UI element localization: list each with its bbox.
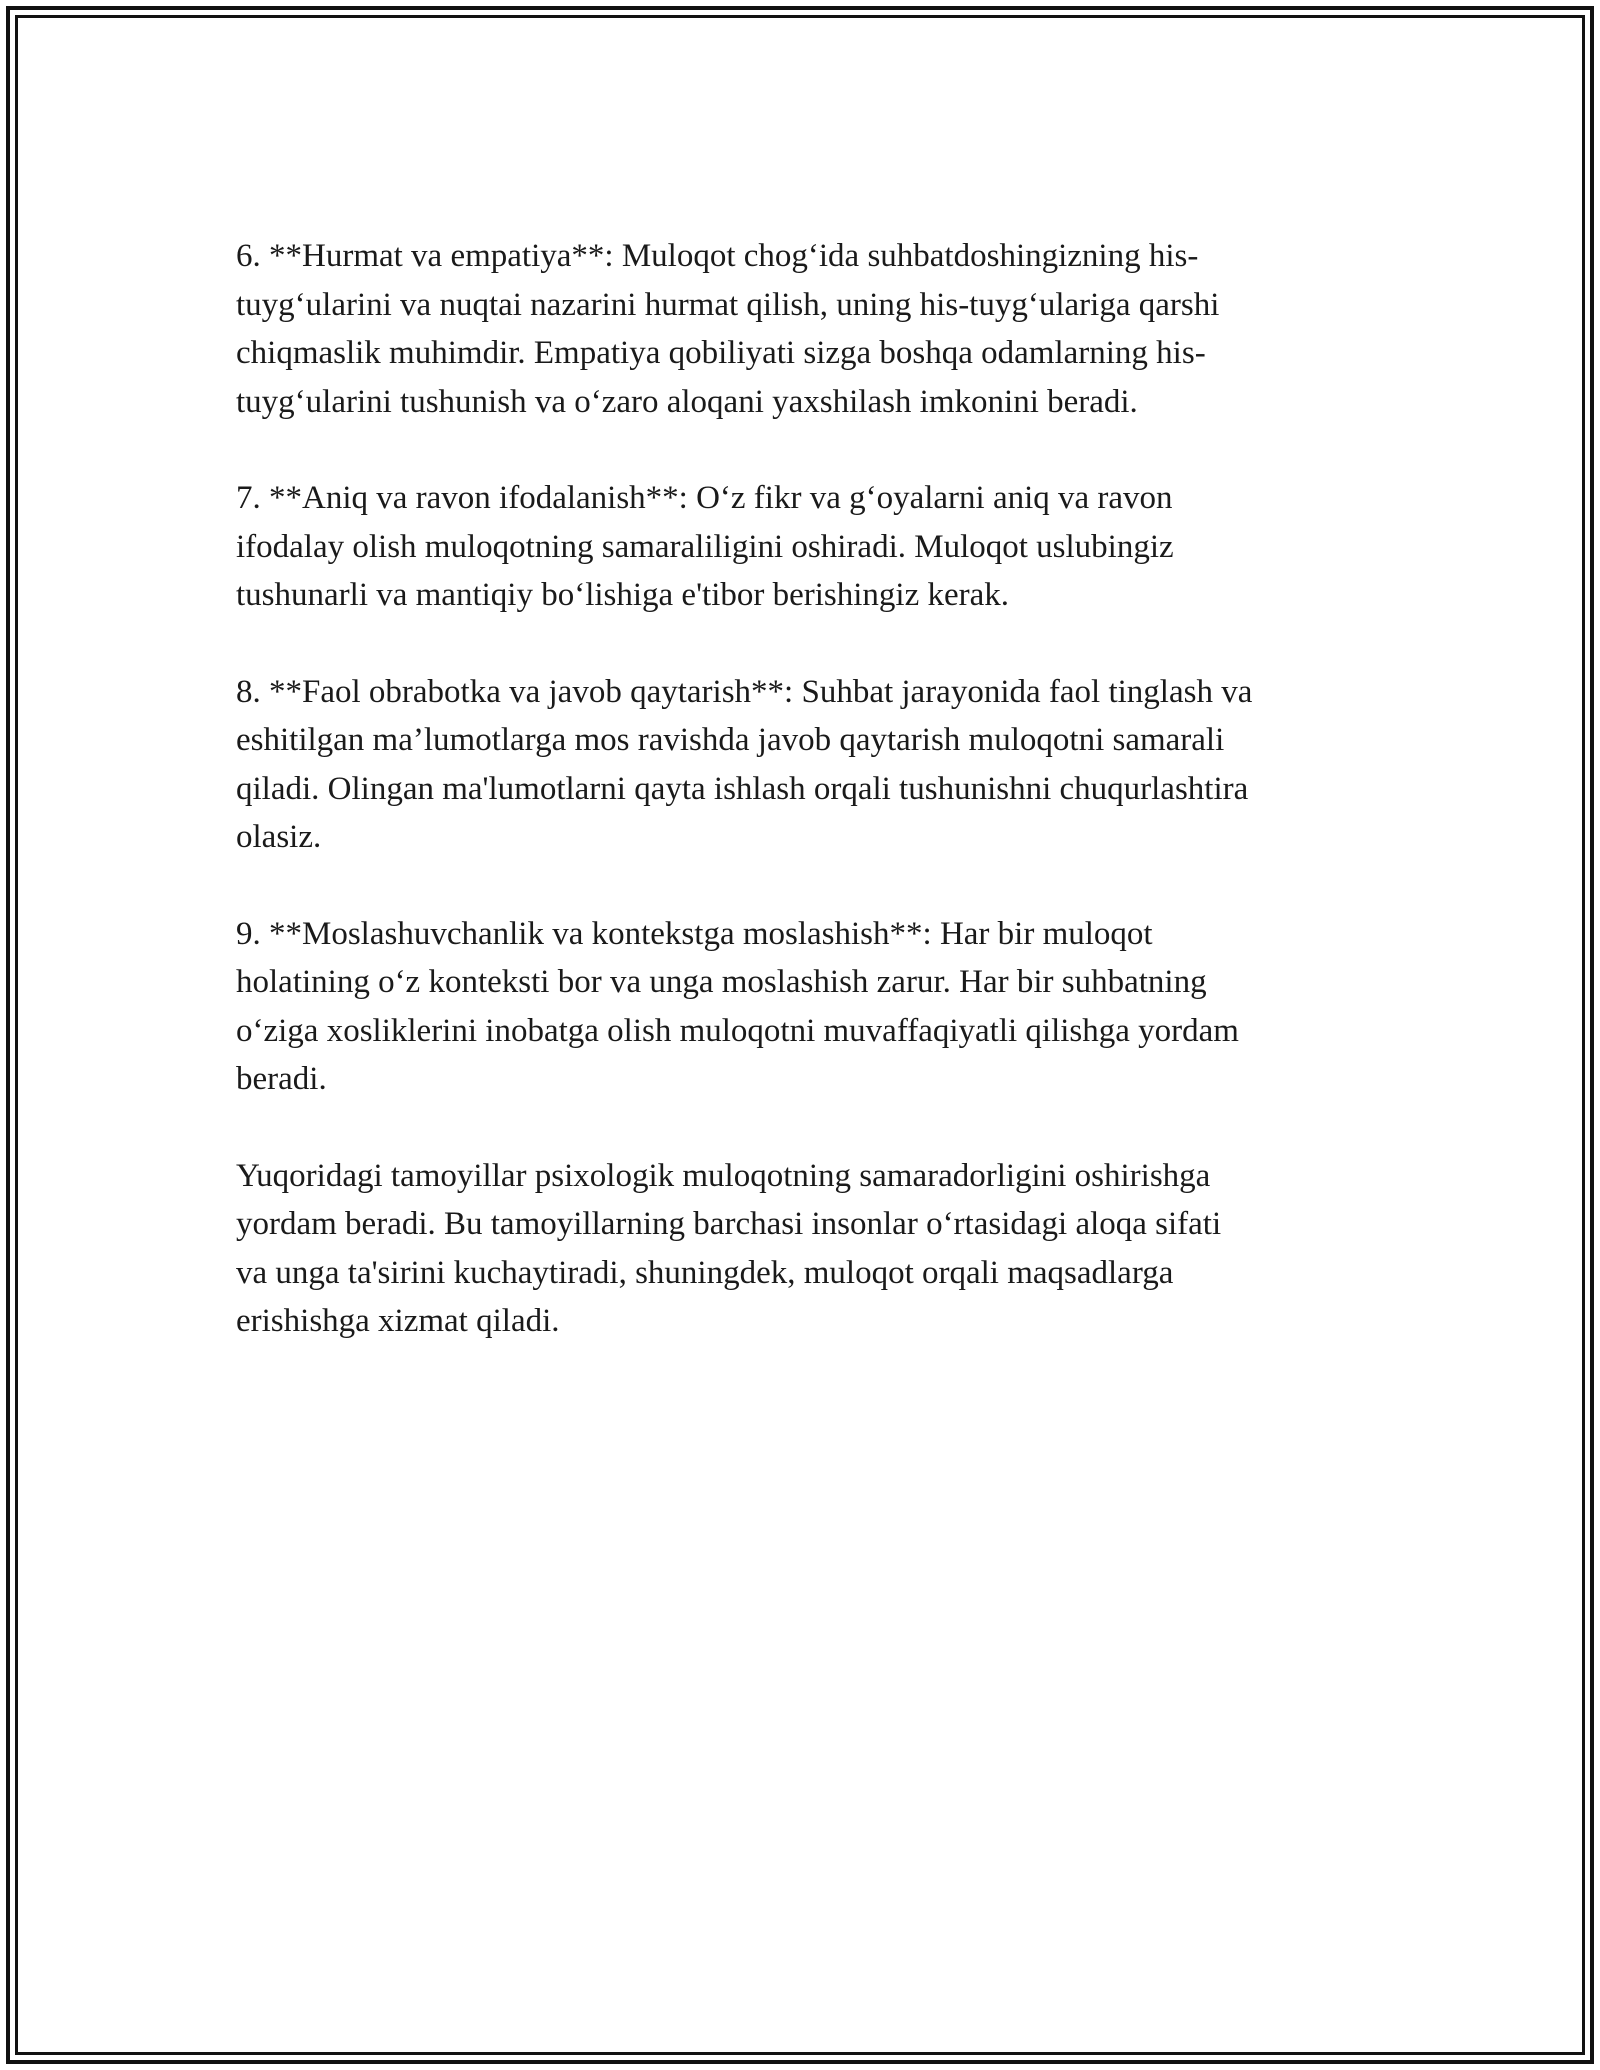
paragraph-item-7 [236, 474, 1386, 620]
text-line: 9. **Moslashuvchanlik va kontekstga moslashish**: Har bir muloqot [236, 915, 1153, 952]
document-body [236, 232, 1386, 1394]
paragraph-item-8 [236, 668, 1386, 862]
text-line: qiladi. Olingan ma'lumotlarni qayta ishlash orqali tushunishni chuqurlashtira [236, 770, 1249, 807]
text-line: o‘ziga xosliklerini inobatga olish muloqotni muvaffaqiyatli qilishga yordam [236, 1012, 1239, 1049]
text-line: Yuqoridagi tamoyillar psixologik muloqotning samaradorligini oshirishga [236, 1157, 1211, 1194]
text-line: 8. **Faol obrabotka va javob qaytarish**: Suhbat jarayonida faol tinglash va [236, 673, 1253, 710]
text-line: yordam beradi. Bu tamoyillarning barchasi insonlar o‘rtasidagi aloqa sifati [236, 1206, 1222, 1242]
text-line: chiqmaslik muhimdir. Empatiya qobiliyati sizga boshqa odamlarning his- [236, 335, 1206, 371]
paragraph-item-6 [236, 232, 1386, 426]
text-line: va unga ta'sirini kuchaytiradi, shuningdek, muloqot orqali maqsadlarga [236, 1254, 1174, 1291]
text-line: ifodalay olish muloqotning samaraliligini oshiradi. Muloqot uslubingiz [236, 528, 1174, 565]
paragraph-conclusion [236, 1152, 1386, 1346]
text-line: 6. **Hurmat va empatiya**: Muloqot chog‘ida suhbatdoshingizning his- [236, 238, 1199, 274]
text-line: tuyg‘ularini tushunish va o‘zaro aloqani yaxshilash imkonini beradi. [236, 383, 1138, 420]
paragraph-item-9 [236, 910, 1386, 1104]
text-line: holatining o‘z konteksti bor va unga moslashish zarur. Har bir suhbatning [236, 964, 1207, 1000]
text-line: eshitilgan ma’lumotlarga mos ravishda javob qaytarish muloqotni samarali [236, 722, 1225, 758]
text-line: beradi. [236, 1061, 327, 1097]
text-line: 7. **Aniq va ravon ifodalanish**: O‘z fikr va g‘oyalarni aniq va ravon [236, 480, 1173, 516]
text-line: olasiz. [236, 819, 322, 855]
text-line: tuyg‘ularini va nuqtai nazarini hurmat qilish, uning his-tuyg‘ulariga qarshi [236, 286, 1220, 323]
text-line: tushunarli va mantiqiy bo‘lishiga e'tibor berishingiz kerak. [236, 577, 1010, 613]
text-line: erishishga xizmat qiladi. [236, 1303, 560, 1339]
